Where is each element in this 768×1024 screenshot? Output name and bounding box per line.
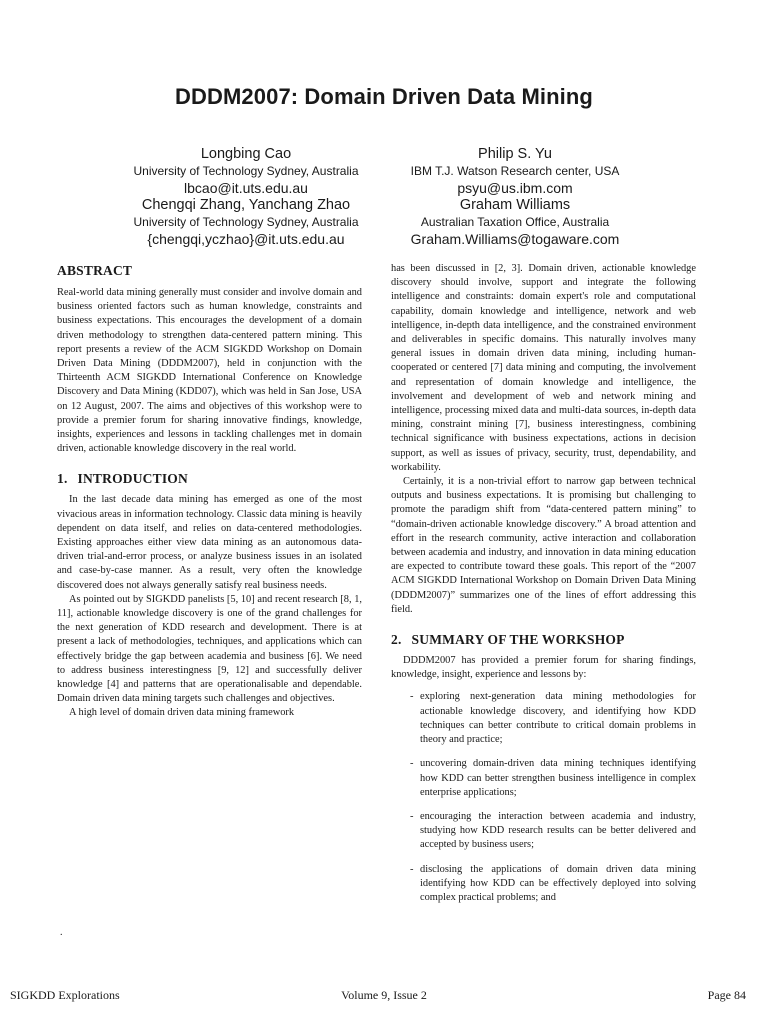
author-email: Graham.Williams@togaware.com (410, 231, 620, 247)
list-item (391, 757, 696, 800)
author-affiliation: Australian Taxation Office, Australia (420, 215, 610, 229)
paragraph: As pointed out by SIGKDD panelists [5, 10] and recent research [8, 1, 11], actionable knowledge discovery is one of the grand challenges for the next generation of KDD research and development. There is at present a lack of methodologies, techniques, and applications which can effectively bridge the gap between academia and business [6]. We need to address business interestingness [9, 12] and successfully deliver knowledge [4] and patterns that are operationalisable and dependable. Domain driven data mining targets such challenges and objectives. (57, 593, 362, 705)
list-item-text: disclosing the applications of domain driven data mining identifying how KDD can be effectively deployed into solving complex practical problems; and (420, 863, 696, 903)
paragraph: DDDM2007 has provided a premier forum for sharing findings, knowledge, insight, experience and lessons by: (391, 655, 696, 681)
list-item-text: uncovering domain-driven data mining techniques identifying how KDD can better strengthen business intelligence in complex enterprise applications; (420, 758, 696, 798)
author-name: Philip S. Yu (478, 146, 552, 162)
author-block (111, 145, 381, 198)
list-item-text: encouraging the interaction between academia and industry, studying how KDD research results can be better delivered and accepted by business users; (420, 810, 696, 851)
author-email: psyu@us.ibm.com (457, 180, 573, 196)
author-block (380, 196, 650, 249)
paragraph: A high level of domain driven data mining framework (69, 707, 295, 719)
section-title: INTRODUCTION (77, 471, 188, 487)
abstract-text: Real-world data mining generally must consider and involve domain and business oriented factors such as human knowledge, constraints and business expectations. This encourages the development of a domain driven methodology to strengthen data-centered pattern mining. This report presents a review of the ACM SIGKDD Workshop on Domain Driven Data Mining (DDDM2007), held in conjunction with the Thirteenth ACM SIGKDD International Conference on Knowledge Discovery and Data Mining (KDD07), which was held in San Jose, USA on 12 August, 2007. The aims and objectives of this workshop were to provide a premier forum for sharing innovative findings, knowledge, insights, experiences and lessons in tackling challenges met in domain driven, actionable knowledge discovery in the real world. (57, 287, 362, 455)
dash-bullet: - (410, 863, 414, 875)
list-item (391, 690, 696, 747)
section-number: 2. (391, 632, 402, 648)
author-affiliation: University of Technology Sydney, Australia (133, 215, 359, 229)
left-column (57, 262, 362, 721)
author-name: Longbing Cao (200, 146, 292, 162)
list-item-text: exploring next-generation data mining methodologies for actionable knowledge discovery, and identifying how KDD techniques can better contribute to critical domain problems in theory and practice; (420, 691, 696, 746)
footer-page-number: Page 84 (707, 988, 746, 1002)
dash-bullet: - (410, 691, 414, 703)
section-heading-summary (391, 631, 696, 649)
dash-bullet: - (410, 758, 414, 770)
paragraph: Certainly, it is a non-trivial effort to narrow gap between technical outputs and business expectations. It is promising but challenging to promote the paradigm shift from “data-centered pattern mining” to “domain-driven actionable knowledge discovery.” A broad attention and effort in the research community, active interaction and collaboration between academia and industry, and innovation in data mining education are expected to contribute toward these goals. This report of the “2007 ACM SIGKDD International Workshop on Domain Driven Data Mining (DDDM2007)” summarizes one of the lines of effort addressing this field. (391, 476, 696, 615)
bullet-list (391, 690, 696, 905)
abstract-heading: ABSTRACT (57, 263, 133, 278)
paper-title: DDDM2007: Domain Driven Data Mining (175, 84, 593, 109)
section-number: 1. (57, 471, 68, 487)
author-affiliation: IBM T.J. Watson Research center, USA (410, 164, 620, 178)
footer-journal: SIGKDD Explorations (10, 988, 120, 1002)
list-item (391, 810, 696, 853)
right-column (391, 262, 696, 915)
section-heading-introduction (57, 470, 362, 488)
stray-dot: . (60, 927, 63, 938)
paragraph: has been discussed in [2, 3]. Domain driven, actionable knowledge discovery should involve, support and integrate the following intelligence and constraints: domain expert's role and computational capability, domain knowledge and intelligence, network and web intelligence, in-depth data intelligence, and the constrained environment and deliverables in specific domains. This naturally involves many general issues in domain driven data mining, including human-cooperated or centered [7] data mining and computing, the involvement and representation of domain knowledge and intelligence, the involvement and development of web and network mining and intelligence, processing mixed data and multi-data sources, in-depth data mining, constraint mining [7], business interestingness, combining technical significance with business expectations, actions in decision support, as well as issues of privacy, security, trust, dependability, and workability. (391, 263, 696, 473)
list-item (391, 863, 696, 906)
author-block (111, 196, 381, 249)
footer-volume: Volume 9, Issue 2 (341, 988, 427, 1002)
author-block (380, 145, 650, 198)
section-title: SUMMARY OF THE WORKSHOP (411, 632, 625, 648)
paragraph: In the last decade data mining has emerged as one of the most vivacious areas in information technology. Classic data mining is heavily dependent on data itself, and relies on data-centered methodologies. Existing approaches either view data mining as an autonomous data-driven trial-and-error process, or analyze business issues in an isolated and case-by-case manner. As a result, very often the knowledge discovered does not always generally satisfy real business needs. (57, 494, 362, 591)
dash-bullet: - (410, 810, 414, 822)
author-email: {chengqi,yczhao}@it.uts.edu.au (147, 231, 345, 247)
author-name: Graham Williams (459, 197, 571, 213)
page-footer (0, 988, 768, 1004)
author-email: lbcao@it.uts.edu.au (184, 180, 308, 196)
author-affiliation: University of Technology Sydney, Australia (133, 164, 359, 178)
author-name: Chengqi Zhang, Yanchang Zhao (141, 197, 351, 213)
